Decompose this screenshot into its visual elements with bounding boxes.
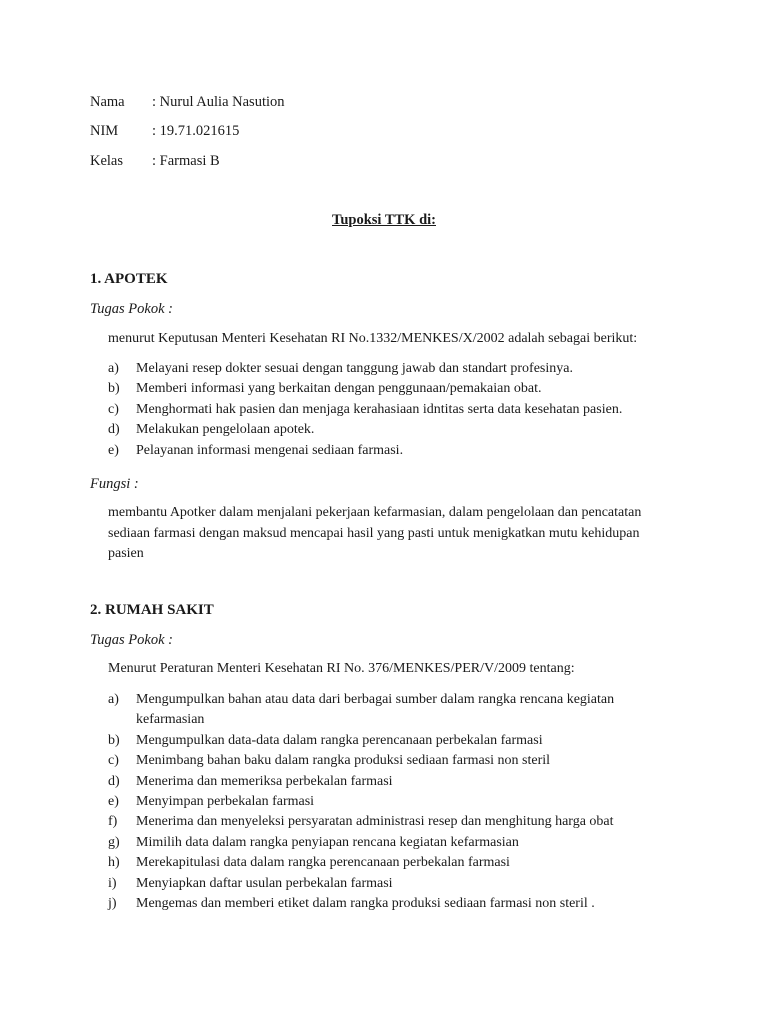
class-label: Kelas — [90, 153, 124, 169]
list-item — [108, 379, 668, 399]
rumah-sakit-task-list — [108, 690, 668, 914]
list-item — [108, 833, 668, 853]
list-item — [108, 894, 668, 914]
list-item-text: Merekapitulasi data dalam rangka perencanaan perbekalan farmasi — [136, 855, 510, 871]
list-item — [108, 420, 668, 440]
list-item-text: Menerima dan memeriksa perbekalan farmasi — [136, 773, 393, 789]
apotek-task-list — [108, 359, 668, 461]
list-item-text: Menghormati hak pasien dan menjaga kerahasiaan idntitas serta data kesehatan pasien. — [136, 401, 623, 417]
list-item-text: Mimilih data dalam rangka penyiapan rencana kegiatan kefarmasian — [136, 834, 519, 850]
apotek-fungsi-text: membantu Apotker dalam menjalani pekerjaan kefarmasian, dalam pengelolaan dan pencatatan sediaan farmasi dengan maksud mencapai hasil yang pasti untuk menigkatkan mutu kehidupan pasien — [108, 505, 642, 561]
list-item — [108, 359, 668, 379]
list-marker: a) — [108, 361, 119, 376]
list-marker: c) — [108, 753, 119, 769]
list-item — [108, 690, 668, 731]
list-item — [108, 441, 668, 461]
section-apotek-heading: 1. APOTEK — [90, 271, 168, 287]
list-marker: a) — [108, 692, 119, 707]
list-item — [108, 792, 668, 812]
list-marker: b) — [108, 732, 120, 748]
rumah-sakit-intro: Menurut Peraturan Menteri Kesehatan RI No. 376/MENKES/PER/V/2009 tentang: — [108, 661, 575, 676]
list-marker: f) — [108, 814, 118, 830]
list-item-text: Pelayanan informasi mengenai sediaan farmasi. — [136, 442, 404, 458]
list-marker: d) — [108, 422, 120, 438]
list-item-text: Menyiapkan daftar usulan perbekalan farmasi — [136, 875, 393, 891]
list-item — [108, 731, 668, 751]
list-item — [108, 751, 668, 771]
list-marker: g) — [108, 834, 120, 850]
list-marker: c) — [108, 401, 119, 417]
class-row — [90, 153, 220, 170]
list-item-text: Mengumpulkan bahan atau data dari berbagai sumber dalam rangka rencana kegiatan kefarmasian — [136, 692, 615, 728]
name-row — [90, 94, 285, 111]
apotek-intro: menurut Keputusan Menteri Kesehatan RI No.1332/MENKES/X/2002 adalah sebagai berikut: — [108, 331, 638, 346]
list-item-text: Menyimpan perbekalan farmasi — [136, 794, 315, 810]
list-item-text: Mengemas dan memberi etiket dalam rangka produksi sediaan farmasi non steril . — [136, 896, 595, 912]
class-value: : Farmasi B — [152, 153, 220, 169]
list-item — [108, 853, 668, 873]
section-rumah-sakit-heading: 2. RUMAH SAKIT — [90, 602, 214, 618]
list-item-text: Melayani resep dokter sesuai dengan tanggung jawab dan standart profesinya. — [136, 361, 573, 376]
rumah-sakit-tugas-label: Tugas Pokok : — [90, 632, 173, 648]
list-item-text: Menerima dan menyeleksi persyaratan administrasi resep dan menghitung harga obat — [136, 814, 614, 830]
nim-label: NIM — [90, 123, 119, 139]
list-marker: e) — [108, 442, 119, 458]
document-title: Tupoksi TTK di: — [332, 212, 436, 228]
list-marker: e) — [108, 794, 119, 810]
name-label: Nama — [90, 94, 125, 110]
list-item-text: Menimbang bahan baku dalam rangka produksi sediaan farmasi non steril — [136, 753, 551, 769]
list-item-text: Mengumpulkan data-data dalam rangka perencanaan perbekalan farmasi — [136, 732, 543, 748]
list-item-text: Memberi informasi yang berkaitan dengan penggunaan/pemakaian obat. — [136, 381, 542, 397]
nim-value: : 19.71.021615 — [152, 123, 240, 139]
apotek-tugas-label: Tugas Pokok : — [90, 301, 173, 317]
name-value: : Nurul Aulia Nasution — [152, 94, 285, 110]
list-marker: b) — [108, 381, 120, 397]
apotek-fungsi-label: Fungsi : — [90, 476, 139, 492]
list-item — [108, 772, 668, 792]
nim-row — [90, 123, 239, 140]
list-marker: d) — [108, 773, 120, 789]
list-marker: i) — [108, 875, 117, 891]
list-item — [108, 812, 668, 832]
list-item — [108, 874, 668, 894]
list-item-text: Melakukan pengelolaan apotek. — [136, 422, 315, 438]
list-marker: j) — [108, 896, 117, 912]
list-marker: h) — [108, 855, 120, 871]
list-item — [108, 400, 668, 420]
